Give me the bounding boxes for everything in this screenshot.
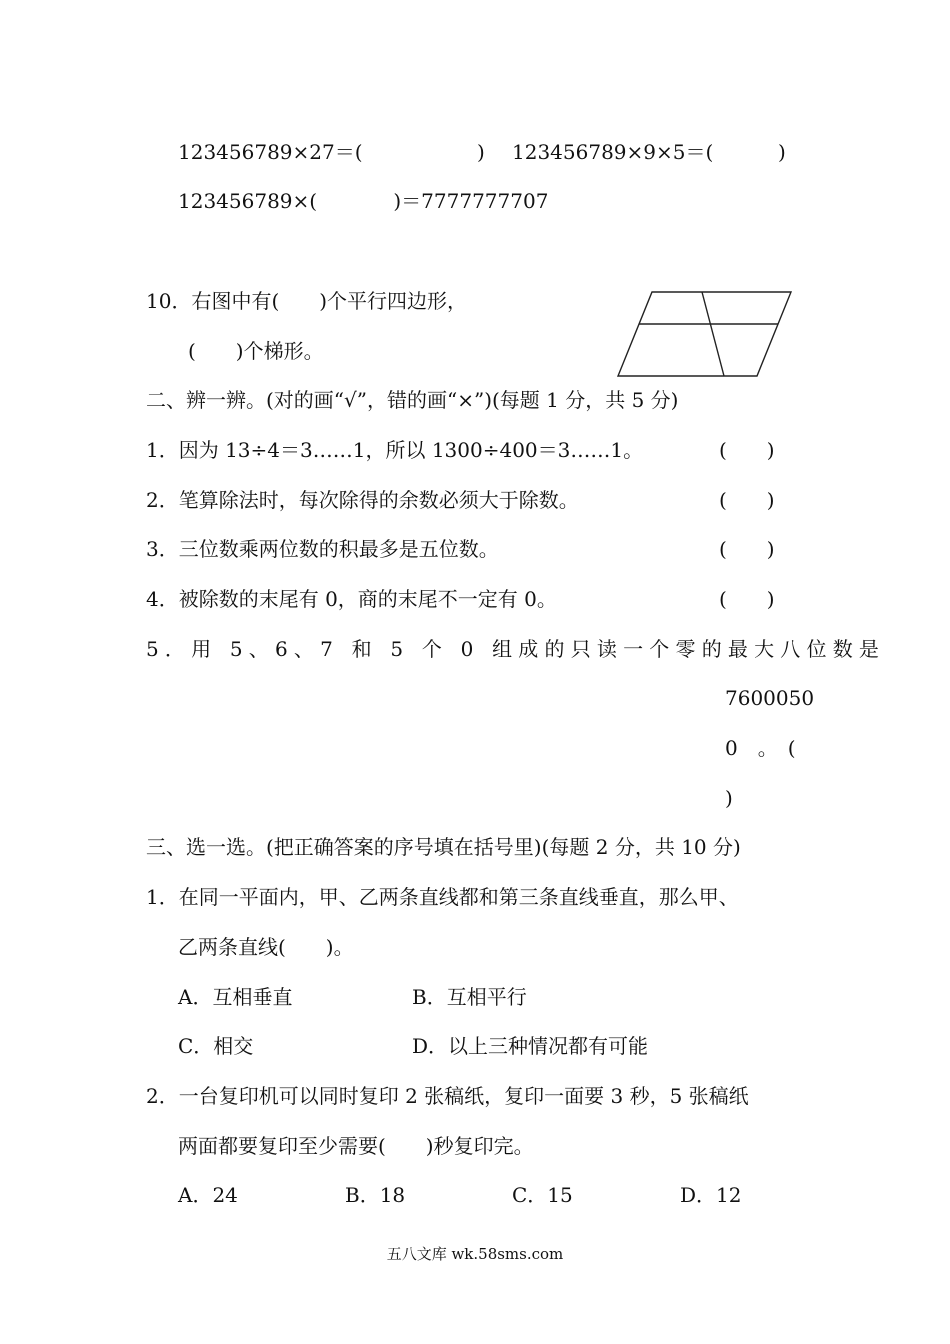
choice-q1-line-1: 1．在同一平面内，甲、乙两条直线都和第三条直线垂直，那么甲、 xyxy=(146,885,739,909)
footer-watermark: 五八文库 wk.58sms.com xyxy=(386,1245,564,1263)
choice-q2-option-a[interactable]: A．24 xyxy=(178,1183,238,1207)
judge-item-1: 1．因为 13÷4＝3……1，所以 1300÷400＝3……1。 xyxy=(146,438,644,462)
judge-item-5-line-2: 7600050 xyxy=(725,686,815,710)
answer-paren-4[interactable]: ( ) xyxy=(719,587,775,611)
q9-expr-3: 123456789×( )＝7777777707 xyxy=(178,189,549,213)
q9-expr-1-close: ) xyxy=(477,140,485,164)
choice-q2-option-b[interactable]: B．18 xyxy=(345,1183,406,1207)
figure-outline xyxy=(618,292,791,376)
choice-q2-line-1: 2．一台复印机可以同时复印 2 张稿纸，复印一面要 3 秒，5 张稿纸 xyxy=(146,1084,749,1108)
q10-line-2: ( )个梯形。 xyxy=(188,339,324,363)
answer-paren-3[interactable]: ( ) xyxy=(719,537,775,561)
section-2-heading: 二、辨一辨。(对的画“√”，错的画“×”)(每题 1 分，共 5 分) xyxy=(146,388,679,412)
choice-q1-option-d[interactable]: D．以上三种情况都有可能 xyxy=(412,1034,649,1058)
choice-q1-line-2: 乙两条直线( )。 xyxy=(178,935,354,959)
answer-paren-1[interactable]: ( ) xyxy=(719,438,775,462)
judge-item-2: 2．笔算除法时，每次除得的余数必须大于除数。 xyxy=(146,488,579,512)
judge-item-4: 4．被除数的末尾有 0，商的末尾不一定有 0。 xyxy=(146,587,557,611)
section-3-heading: 三、选一选。(把正确答案的序号填在括号里)(每题 2 分，共 10 分) xyxy=(146,835,741,859)
choice-q1-option-c[interactable]: C．相交 xyxy=(178,1034,254,1058)
choice-q1-option-a[interactable]: A．互相垂直 xyxy=(178,985,293,1009)
choice-q2-option-d[interactable]: D．12 xyxy=(680,1183,742,1207)
choice-q2-line-2: 两面都要复印至少需要( )秒复印完。 xyxy=(178,1134,534,1158)
q9-expr-2-close: ) xyxy=(778,140,786,164)
parallelogram-figure xyxy=(612,285,796,379)
judge-item-5-line-4: ) xyxy=(725,786,733,810)
answer-paren-2[interactable]: ( ) xyxy=(719,488,775,512)
choice-q2-option-c[interactable]: C．15 xyxy=(512,1183,573,1207)
judge-item-5-line-1: 5．用 5、6、7 和 5 个 0 组成的只读一个零的最大八位数是 xyxy=(146,637,886,661)
q9-expr-2: 123456789×9×5＝( xyxy=(512,140,714,164)
q9-expr-1: 123456789×27＝( xyxy=(178,140,363,164)
q10-line-1: 10．右图中有( )个平行四边形， xyxy=(146,289,468,313)
judge-item-5-line-3[interactable]: 0 。 ( xyxy=(725,736,796,760)
figure-slanted-divider xyxy=(702,292,724,376)
choice-q1-option-b[interactable]: B．互相平行 xyxy=(412,985,527,1009)
judge-item-3: 3．三位数乘两位数的积最多是五位数。 xyxy=(146,537,499,561)
